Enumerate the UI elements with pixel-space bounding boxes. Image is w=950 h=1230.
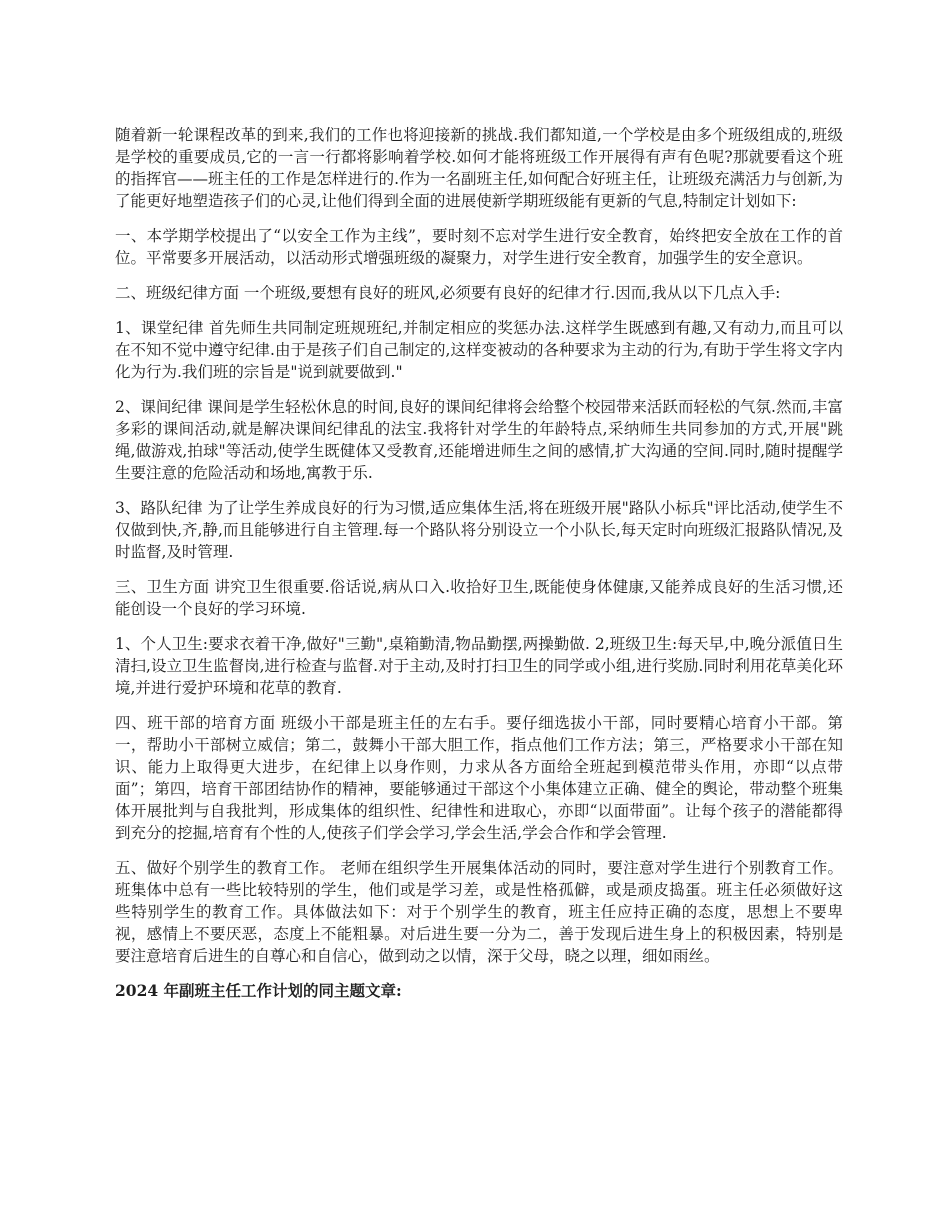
section-cadre-paragraph: 四、班干部的培育方面 班级小干部是班主任的左右手。要仔细选拔小干部，同时要精心培育小干部。第一，帮助小干部树立威信；第二，鼓舞小干部大胆工作，指点他们工作方法；第三，严格要求小干部在知识、能力上取得更大进步，在纪律上以身作则，力求从各方面给全班起到模范带头作用，亦即“以点带面”；第四，培育干部团结协作的精神，要能够通过干部这个小集体建立正确、健全的舆论，带动整个班集体开展批判与自我批判，形成集体的组织性、纪律性和进取心，亦即“以面带面”。让每个孩子的潜能都得到充分的挖掘,培育有个性的人,使孩子们学会学习,学会生活,学会合作和学会管理. bbox=[115, 714, 843, 842]
recess-discipline-paragraph: 2、课间纪律 课间是学生轻松休息的时间,良好的课间纪律将会给整个校园带来活跃而轻松的气氛.然而,丰富多彩的课间活动,就是解决课间纪律乱的法宝.我将针对学生的年龄特点,采纳师生共同参加的方式,开展"跳绳,做游戏,拍球"等活动,使学生既健体又受教育,还能增进师生之间的感情,扩大沟通的空间.同时,随时提醒学生要注意的危险活动和场地,寓教于乐. bbox=[115, 398, 843, 482]
section-safety-paragraph: 一、本学期学校提出了“以安全工作为主线”，要时刻不忘对学生进行安全教育，始终把安全放在工作的首位。平常要多开展活动，以活动形式增强班级的凝聚力，对学生进行安全教育，加强学生的安全意识。 bbox=[115, 227, 843, 267]
classroom-discipline-paragraph: 1、课堂纪律 首先师生共同制定班规班纪,并制定相应的奖惩办法.这样学生既感到有趣,又有动力,而且可以在不知不觉中遵守纪律.由于是孩子们自己制定的,这样变被动的各种要求为主动的行为,有助于学生将文字内化为行为.我们班的宗旨是"说到就要做到." bbox=[115, 319, 843, 381]
section-hygiene-paragraph: 三、卫生方面 讲究卫生很重要.俗话说,病从口入.收拾好卫生,既能使身体健康,又能养成良好的生活习惯,还能创设一个良好的学习环境. bbox=[115, 578, 843, 618]
personal-hygiene-paragraph: 1、个人卫生:要求衣着干净,做好"三勤",桌箱勤清,物品勤摆,两操勤做. 2,班级卫生:每天早,中,晚分派值日生清扫,设立卫生监督岗,进行检查与监督.对于主动,及时打扫卫生的同学或小组,进行奖励.同时利用花草美化环境,并进行爱护环境和花草的教育. bbox=[115, 635, 843, 697]
section-discipline-paragraph: 二、班级纪律方面 一个班级,要想有良好的班风,必须要有良好的纪律才行.因而,我从以下几点入手: bbox=[115, 284, 781, 302]
queue-discipline-paragraph: 3、路队纪律 为了让学生养成良好的行为习惯,适应集体生活,将在班级开展"路队小标兵"评比活动,使学生不仅做到快,齐,静,而且能够进行自主管理.每一个路队将分别设立一个小队长,每天定时向班级汇报路队情况,及时监督,及时管理. bbox=[115, 499, 843, 561]
intro-paragraph: 随着新一轮课程改革的到来,我们的工作也将迎接新的挑战.我们都知道,一个学校是由多个班级组成的,班级是学校的重要成员,它的一言一行都将影响着学校.如何才能将班级工作开展得有声有色呢?那就要看这个班的指挥官——班主任的工作是怎样进行的.作为一名副班主任,如何配合好班主任，让班级充满活力与创新,为了能更好地塑造孩子们的心灵,让他们得到全面的进展使新学期班级能有更新的气息,特制定计划如下: bbox=[115, 126, 843, 210]
document-body bbox=[115, 124, 843, 1015]
section-individual-education-paragraph: 五、做好个别学生的教育工作。 老师在组织学生开展集体活动的同时，要注意对学生进行个别教育工作。班集体中总有一些比较特别的学生，他们或是学习差，或是性格孤僻，或是顽皮捣蛋。班主任必须做好这些特别学生的教育工作。具体做法如下：对于个别学生的教育，班主任应持正确的态度，思想上不要卑视，感情上不要厌恶，态度上不能粗暴。对后进生要一分为二，善于发现后进生身上的积极因素，特别是要注意培育后进生的自尊心和自信心，做到动之以情，深于父母，晓之以理，细如雨丝。 bbox=[115, 859, 843, 965]
related-articles-heading: 2024 年副班主任工作计划的同主题文章: bbox=[115, 981, 402, 1000]
